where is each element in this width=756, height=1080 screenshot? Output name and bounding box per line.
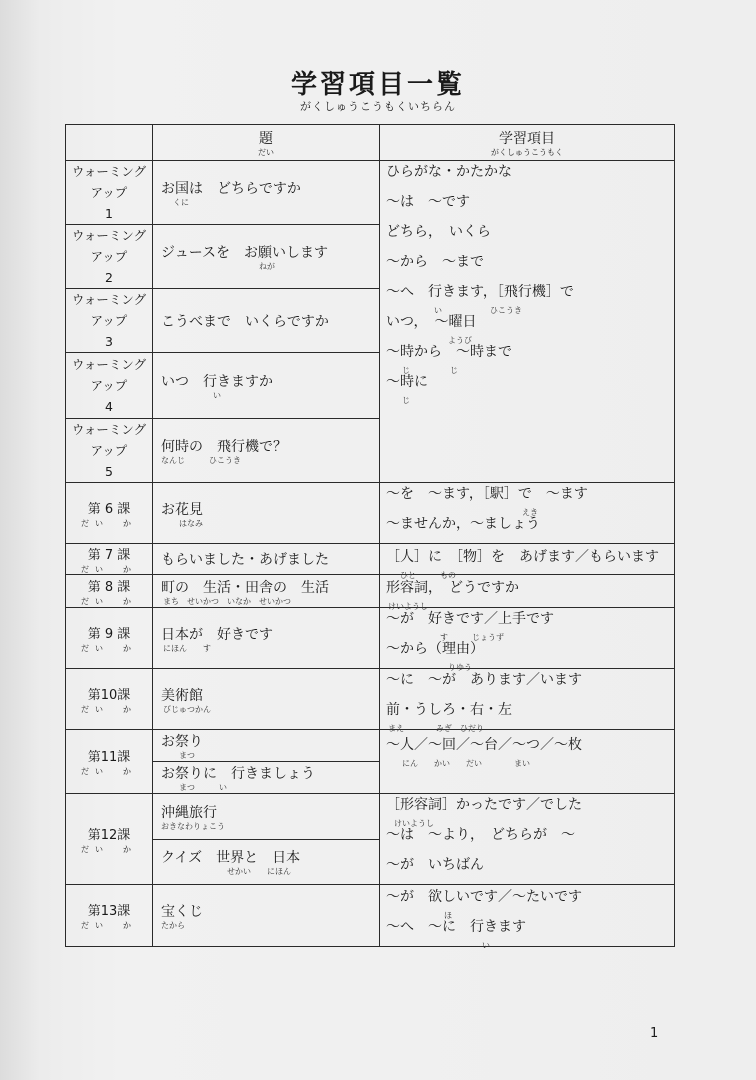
topic-ruby: まち せいかつ いなか せいかつ [163,596,291,606]
item-ruby: じ [402,396,410,405]
lesson-label [66,730,153,794]
item-line [386,513,674,543]
warmup-line: ウォーミング [71,357,147,372]
item-ruby: にん かい だい まい [402,759,530,768]
item-line [386,191,674,221]
item-ruby: ひと もの [400,571,456,580]
topic-cell [153,608,380,669]
item-text: ～は ～です [386,194,470,210]
page-title: 学習項目一覧 [290,70,465,100]
topic-cell [153,353,380,419]
topic-cell [153,161,380,225]
table-row [66,161,675,225]
warmup-line: アップ [90,378,128,393]
item-text: ～へ 行きます，［飛行機］で [386,284,574,300]
lesson-ruby: だい か [81,596,137,606]
item-text: ［人］に ［物］を あげます／もらいます [386,549,659,565]
table-row [66,608,675,669]
topic-text: お国は どちらですか [161,181,301,197]
table-row [66,730,675,762]
topic-ruby: おきなわりょこう [161,821,225,831]
topic-text: こうべまで いくらですか [161,313,329,330]
item-text: ［形容詞］かったです／でした [386,797,582,813]
learning-items-table [65,124,675,950]
warmup-label [66,161,153,225]
items-cell [380,885,675,950]
topic-text: 日本が 好きです [161,626,273,643]
topic-ruby: ねが [259,262,275,271]
topic-cell [153,483,380,544]
item-line [386,854,674,884]
item-text: ひらがな・かたかな [386,164,512,180]
topic-text: 沖縄旅行 [161,804,217,821]
item-line [386,824,674,854]
item-line [386,281,674,315]
lesson-label [66,669,153,730]
items-cell [380,794,675,885]
items-cell [380,669,675,733]
topic-text: 宝くじ [161,904,203,920]
table-header-row [66,125,675,161]
topic-ruby: まつ [179,751,195,760]
item-ruby: りゆう [448,663,472,672]
lesson-number: 第11課 [87,750,131,765]
topic-cell [153,794,380,840]
item-text: ～は ～より， どちらが ～ [386,827,575,843]
topic-cell [153,730,380,762]
lesson-label [66,608,153,669]
topic-cell [153,839,380,885]
topic-ruby: せかい にほん [227,867,291,877]
item-text: 形容詞， どうですか [386,580,519,596]
title-block [0,70,756,113]
lesson-label [66,483,153,544]
lesson-number: 第 8 課 [87,579,131,595]
lesson-label [66,885,153,947]
warmup-line: ウォーミング [71,164,147,179]
item-line [386,577,674,611]
lesson-number: 第 6 課 [87,501,131,517]
item-text: どちら， いくら [386,224,491,240]
warmup-label [66,419,153,483]
header-items-label: 学習項目 [499,131,555,147]
item-line [386,161,674,191]
item-line [386,669,674,699]
lesson-label [66,575,153,608]
topic-cell [153,669,380,730]
item-line [386,546,674,580]
topic-ruby: にほん す [163,643,211,653]
topic-text: ジュースを お願いします [161,245,329,261]
topic-cell [153,885,380,947]
warmup-line: 5 [105,464,113,479]
item-text: ～から ～まで [386,254,484,270]
items-cell [380,575,675,611]
topic-cell [153,762,380,794]
item-text: 前・うしろ・右・左 [386,702,512,718]
item-ruby: ほ [444,910,452,920]
header-topic-ruby: だい [258,148,274,157]
item-line [386,221,674,251]
item-ruby: い ひこうき [434,306,522,315]
lesson-number: 第 9 課 [87,626,131,642]
topic-cell [153,289,380,353]
table-row [66,669,675,730]
warmup-line: アップ [90,249,128,264]
item-line [386,916,674,950]
topic-text: お祭り [161,734,203,750]
item-text: ～が 欲しいです／～たいです [386,888,582,905]
lesson-ruby: だい か [81,844,137,854]
topic-cell [153,419,380,483]
topic-text: 美術館 [161,687,203,704]
item-text: ～に ～が あります／います [386,672,582,688]
warmup-line: アップ [90,185,128,200]
item-line [386,638,674,672]
page-title-ruby: がくしゅうこうもくいちらん [300,100,456,113]
item-line [386,311,674,345]
topic-ruby: びじゅつかん [163,704,211,714]
warmup-line: ウォーミング [71,292,147,307]
item-line [386,886,674,920]
item-text: ～ませんか，～ましょう [386,516,540,532]
topic-cell [153,544,380,575]
topic-ruby: はなみ [179,518,203,528]
item-text: ～時から ～時まで [386,344,512,360]
item-line [386,483,674,517]
warmup-line: 2 [105,270,113,285]
table-row [66,544,675,575]
header-items [380,125,675,161]
topic-text: 何時の 飛行機で？ [161,439,287,455]
warmup-line: 4 [105,399,113,414]
warmup-label [66,225,153,289]
warmup-line: ウォーミング [71,228,147,243]
table-row [66,575,675,608]
header-items-ruby: がくしゅうこうもく [491,148,563,157]
item-text: ～人／～回／～台／～つ／～枚 [386,737,582,753]
topic-ruby: くに [173,198,189,207]
item-ruby: じ じ [402,366,458,375]
topic-text: お祭りに 行きましょう [161,766,315,782]
header-topic-label: 題 [259,131,273,147]
lesson-ruby: だい か [81,704,137,714]
topic-ruby: なんじ ひこうき [161,456,241,465]
item-ruby: けいようし [394,819,434,828]
topic-ruby: い [213,391,221,400]
warmup-line: アップ [90,313,128,328]
lesson-ruby: だい か [81,767,137,776]
item-text: ～時に [386,374,428,390]
item-text: ～が いちばん [386,857,484,873]
lesson-ruby: だい か [81,564,137,574]
topic-cell [153,575,380,608]
item-line [386,699,674,733]
warmup-line: ウォーミング [71,422,147,437]
topic-text: 町の 生活・田舎の 生活 [161,579,329,596]
warmup-line: 1 [105,206,113,221]
item-text: ～が 好きです／上手です [386,611,554,627]
lesson-number: 第12課 [87,827,131,843]
item-text: いつ， ～曜日 [386,314,477,330]
item-line [386,341,674,375]
warmup-label [66,289,153,353]
table-row [66,794,675,840]
topic-cell [153,225,380,289]
item-text: ～から（理由） [386,641,484,657]
warmup-items-cell [380,161,675,483]
table-row [66,885,675,947]
items-cell [380,730,675,794]
page-number: 1 [650,1026,659,1041]
item-line [386,251,674,281]
lesson-label [66,794,153,885]
topic-text: お花見 [161,501,203,518]
item-line [386,734,674,768]
item-ruby: ようび [448,336,472,345]
item-line [386,371,674,405]
items-cell [380,608,675,672]
topic-text: いつ 行きますか [161,374,273,390]
lesson-number: 第13課 [87,904,131,919]
topic-ruby: まつ い [179,783,227,792]
lesson-number: 第 7 課 [87,547,131,563]
item-text: ～を ～ます，［駅］で ～ます [386,486,588,502]
lesson-number: 第10課 [87,687,131,703]
item-ruby: まえ みぎ ひだり [388,724,484,733]
header-empty-cell [66,125,153,161]
item-line [386,794,674,828]
topic-text: もらいました・あげました [161,552,329,568]
items-cell [380,544,675,580]
warmup-label [66,353,153,419]
item-ruby: けいようし [388,602,428,611]
item-text: ～へ ～に 行きます [386,918,526,935]
topic-text: クイズ 世界と 日本 [161,850,301,867]
topic-ruby: たから [161,921,185,930]
header-topic [153,125,380,161]
lesson-ruby: だい か [81,921,137,930]
lesson-label [66,544,153,575]
item-ruby: す じょうず [440,633,504,642]
warmup-line: 3 [105,334,113,349]
table-row [66,483,675,544]
item-ruby: い [482,940,490,950]
item-ruby: えき [522,508,538,517]
item-line [386,608,674,642]
items-cell [380,483,675,544]
lesson-ruby: だい か [81,643,137,653]
warmup-line: アップ [90,443,128,458]
lesson-ruby: だい か [81,518,137,528]
